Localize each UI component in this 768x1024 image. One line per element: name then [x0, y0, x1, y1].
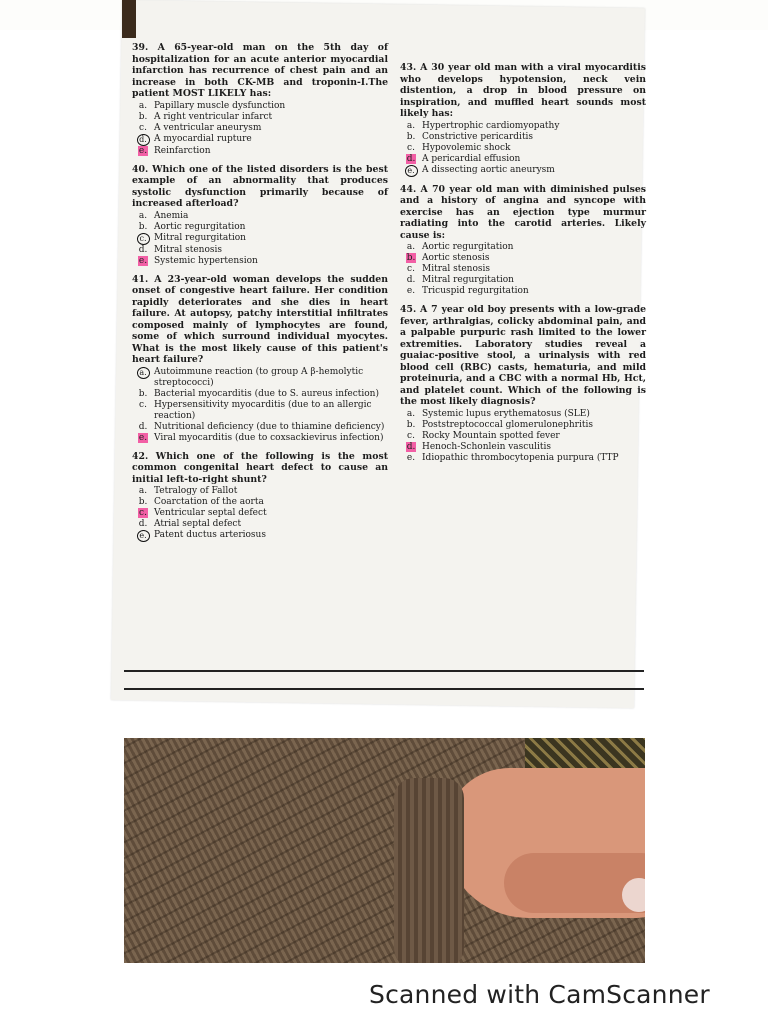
question-stem: 39. A 65-year-old man on the 5th day of hospitalization for an acute anterior myocardial infarction has recurrence of chest pain and an increase in both CK-MB and troponin-I.The patient MOST LIKELY has:: [132, 42, 388, 99]
option-letter-text: c.: [407, 264, 415, 274]
option-text: Mitral regurgitation: [422, 275, 514, 285]
answer-option: [132, 486, 388, 497]
highlighted-answer-mark: e.: [138, 255, 148, 266]
highlighted-answer-mark: d.: [406, 441, 416, 452]
option-letter-text: a.: [406, 242, 416, 252]
option-text: Mitral stenosis: [422, 264, 491, 274]
option-text: Poststreptococcal glomerulonephritis: [422, 419, 593, 430]
option-letter-text: d.: [138, 244, 148, 255]
option-letter: [400, 286, 422, 297]
background-photo: [124, 738, 645, 963]
answer-option: [400, 453, 646, 464]
answer-option: [132, 245, 388, 256]
answer-option: [132, 222, 388, 233]
answer-option: [132, 123, 388, 134]
question-block: [132, 164, 388, 267]
option-text: Hypersensitivity myocarditis (due to an allergic reaction): [154, 399, 372, 421]
option-letter-text: c.: [407, 430, 415, 441]
question-stem: 44. A 70 year old man with diminished pulses and a history of angina and syncope with exercise has an ejection type murmur radiating into the carotid arteries. Likely cause is:: [400, 183, 646, 241]
answer-option: [132, 134, 388, 146]
answer-option: [132, 367, 388, 389]
question-block: [400, 304, 646, 464]
answer-option: [132, 400, 388, 422]
option-text: Aortic stenosis: [422, 253, 490, 263]
option-letter-text: a.: [406, 120, 416, 131]
option-text: A dissecting aortic aneurysm: [422, 164, 555, 175]
left-column: [132, 42, 388, 549]
option-text: Systemic lupus erythematosus (SLE): [422, 408, 590, 419]
option-letter-text: d.: [406, 275, 416, 285]
answer-option: [132, 433, 388, 444]
option-text: Bacterial myocarditis (due to S. aureus infection): [154, 388, 379, 399]
option-letter: [400, 264, 422, 275]
answer-options: [400, 242, 646, 297]
option-letter: [132, 497, 154, 508]
question-block: [400, 184, 646, 298]
option-text: A right ventricular infarct: [154, 111, 273, 122]
option-text: Rocky Mountain spotted fever: [422, 430, 560, 441]
answer-option: [400, 409, 646, 420]
option-text: Tetralogy of Fallot: [154, 486, 238, 496]
option-letter: [400, 154, 422, 165]
question-stem: 40. Which one of the listed disorders is the best example of an abnormality that produces systolic dysfunction primarily because of increased afterload?: [132, 163, 388, 209]
option-text: Ventricular septal defect: [154, 508, 267, 518]
option-text: Viral myocarditis (due to coxsackievirus infection): [154, 432, 384, 443]
question-stem: 42. Which one of the following is the most common congenital heart defect to cause an initial left-to-right shunt?: [132, 450, 388, 485]
answer-option: [132, 389, 388, 400]
answer-option: [400, 132, 646, 143]
option-text: Nutritional deficiency (due to thiamine deficiency): [154, 421, 385, 432]
option-letter: [132, 367, 154, 379]
option-text: Systemic hypertension: [154, 255, 258, 266]
page-shadow: [122, 0, 136, 38]
option-letter: [132, 245, 154, 256]
answer-option: [400, 121, 646, 132]
answer-option: [132, 233, 388, 245]
option-letter: [132, 519, 154, 530]
option-text: Idiopathic thrombocytopenia purpura (TTP: [422, 452, 619, 463]
answer-option: [132, 530, 388, 542]
option-letter: [132, 123, 154, 134]
option-letter-text: b.: [138, 111, 148, 122]
option-letter: [400, 132, 422, 143]
option-letter: [132, 433, 154, 444]
option-letter: [400, 253, 422, 264]
option-letter: [132, 486, 154, 497]
question-stem: 45. A 7 year old boy presents with a low-grade fever, arthralgias, colicky abdominal pain, and a palpable purpuric rash limited to the lower extremities. Laboratory studies reveal a guaiac-positive stool, a urinalysis with red blood cell (RBC) casts, hematuria, and mild proteinuria, and a CBC with a normal Hb, Hct, and platelet count. Which of the following is the most likely diagnosis?: [400, 304, 646, 407]
option-letter-text: d.: [138, 519, 148, 529]
option-letter: [400, 242, 422, 253]
option-letter: [400, 409, 422, 420]
option-letter: [400, 165, 422, 177]
option-letter: [132, 256, 154, 267]
highlighted-answer-mark: e.: [138, 145, 148, 156]
circled-answer-mark: e.: [405, 165, 418, 177]
answer-option: [400, 154, 646, 165]
option-letter: [400, 453, 422, 464]
circled-answer-mark: c.: [137, 233, 150, 245]
option-letter: [132, 508, 154, 519]
page-divider-line: [124, 670, 644, 672]
option-letter: [400, 431, 422, 442]
option-letter-text: a.: [138, 210, 148, 221]
answer-options: [400, 409, 646, 464]
question-block: [132, 274, 388, 444]
answer-option: [400, 420, 646, 431]
highlighted-answer-mark: d.: [406, 153, 416, 164]
option-letter-text: b.: [138, 497, 148, 507]
option-letter-text: b.: [406, 419, 416, 430]
answer-options: [400, 121, 646, 177]
option-letter: [132, 389, 154, 400]
answer-option: [132, 497, 388, 508]
option-letter-text: c.: [407, 142, 415, 153]
question-block: [400, 62, 646, 177]
question-stem: 41. A 23-year-old woman develops the sudden onset of congestive heart failure. Her condition rapidly deteriorates and she dies in heart failure. At autopsy, patchy interstitial infiltrates composed mainly of lymphocytes are found, some of which surround individual myocytes. What is the most likely cause of this patient's heart failure?: [132, 273, 388, 365]
answer-option: [132, 101, 388, 112]
answer-options: [132, 486, 388, 542]
option-letter-text: c.: [139, 122, 147, 133]
option-text: Henoch-Schonlein vasculitis: [422, 441, 552, 452]
answer-option: [400, 442, 646, 453]
option-text: Aortic regurgitation: [422, 242, 514, 252]
option-letter: [132, 222, 154, 233]
option-letter: [400, 143, 422, 154]
option-text: Mitral regurgitation: [154, 232, 246, 243]
option-letter-text: d.: [138, 421, 148, 432]
answer-option: [132, 211, 388, 222]
option-letter: [400, 420, 422, 431]
option-letter: [132, 211, 154, 222]
option-text: A ventricular aneurysm: [154, 122, 262, 133]
camscanner-watermark: Scanned with CamScanner: [369, 980, 710, 1009]
page-bottom-edge: [124, 688, 644, 690]
sweater-cuff: [394, 778, 464, 963]
answer-options: [132, 101, 388, 157]
answer-option: [400, 253, 646, 264]
answer-options: [132, 367, 388, 444]
option-text: Coarctation of the aorta: [154, 497, 264, 507]
question-stem: 43. A 30 year old man with a viral myocarditis who develops hypotension, neck vein distention, a drop in blood pressure on inspiration, and muffled heart sounds most likely has:: [400, 62, 646, 119]
option-letter: [132, 233, 154, 245]
highlighted-answer-mark: b.: [406, 253, 416, 263]
option-letter: [400, 275, 422, 286]
option-text: Hypertrophic cardiomyopathy: [422, 120, 560, 131]
option-letter-text: c.: [139, 399, 147, 410]
option-letter: [132, 112, 154, 123]
answer-option: [400, 165, 646, 177]
right-column: [400, 62, 646, 471]
option-letter-text: b.: [138, 221, 148, 232]
option-letter-text: a.: [138, 486, 148, 496]
question-block: [132, 451, 388, 543]
option-text: Patent ductus arteriosus: [154, 530, 266, 540]
answer-option: [132, 146, 388, 157]
answer-option: [132, 422, 388, 433]
option-letter: [132, 400, 154, 411]
option-letter: [400, 442, 422, 453]
option-letter: [132, 530, 154, 542]
circled-answer-mark: a.: [137, 367, 150, 379]
option-text: Anemia: [154, 210, 189, 221]
answer-option: [132, 112, 388, 123]
answer-option: [400, 143, 646, 154]
option-text: Atrial septal defect: [154, 519, 242, 529]
option-text: Hypovolemic shock: [422, 142, 511, 153]
option-letter-text: a.: [138, 100, 148, 111]
answer-option: [400, 275, 646, 286]
option-letter-text: a.: [406, 408, 416, 419]
option-letter-text: e.: [406, 286, 416, 296]
option-letter-text: b.: [138, 388, 148, 399]
option-text: A myocardial rupture: [154, 133, 252, 144]
answer-option: [400, 286, 646, 297]
answer-option: [400, 431, 646, 442]
option-text: A pericardial effusion: [422, 153, 521, 164]
option-letter-text: b.: [406, 131, 416, 142]
question-block: [132, 42, 388, 157]
option-text: Constrictive pericarditis: [422, 131, 534, 142]
option-text: Aortic regurgitation: [154, 221, 246, 232]
circled-answer-mark: e.: [137, 530, 150, 542]
answer-option: [400, 264, 646, 275]
answer-option: [400, 242, 646, 253]
highlighted-answer-mark: c.: [139, 508, 147, 518]
option-text: Papillary muscle dysfunction: [154, 100, 286, 111]
option-letter: [132, 422, 154, 433]
answer-option: [132, 508, 388, 519]
answer-option: [132, 256, 388, 267]
highlighted-answer-mark: e.: [138, 432, 148, 443]
option-letter-text: e.: [406, 452, 416, 463]
option-text: Mitral stenosis: [154, 244, 223, 255]
answer-options: [132, 211, 388, 267]
option-letter: [400, 121, 422, 132]
option-letter: [132, 146, 154, 157]
option-text: Autoimmune reaction (to group A β-hemolytic streptococci): [154, 366, 364, 388]
option-letter: [132, 134, 154, 146]
option-text: Tricuspid regurgitation: [422, 286, 529, 296]
option-text: Reinfarction: [154, 145, 211, 156]
circled-answer-mark: d.: [137, 134, 150, 146]
answer-option: [132, 519, 388, 530]
option-letter: [132, 101, 154, 112]
